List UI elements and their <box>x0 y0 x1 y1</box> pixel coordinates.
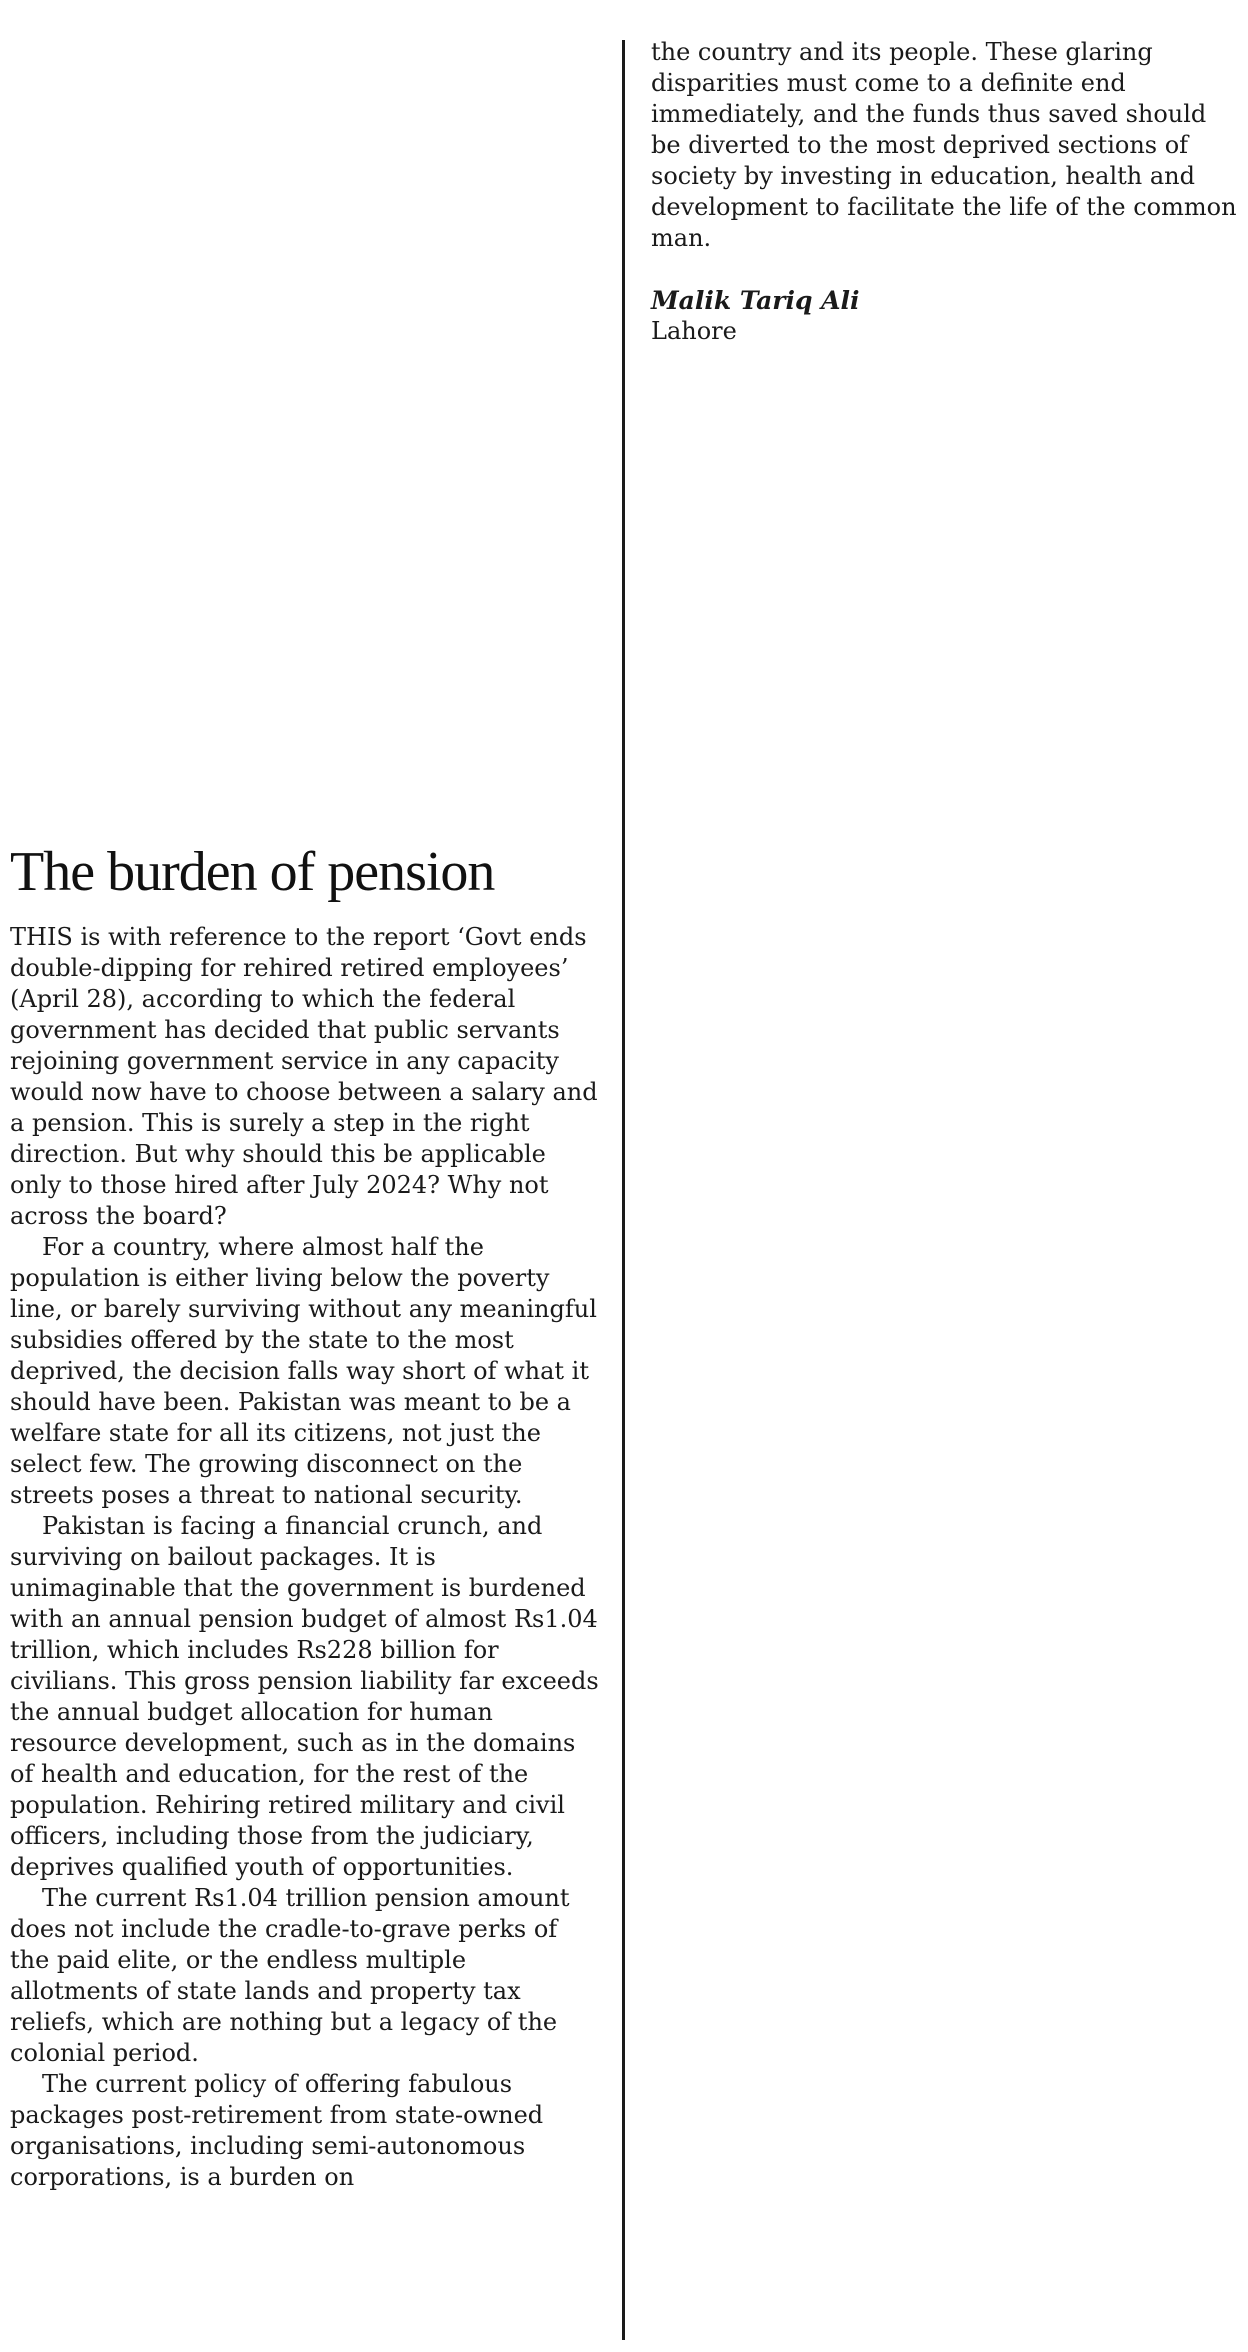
letter-article <box>10 840 600 2193</box>
right-column <box>651 37 1241 347</box>
column-divider <box>622 40 625 2340</box>
article-paragraph-3: Pakistan is facing a financial crunch, and surviving on bailout packages. It is unimaginable that the government is burdened with an annual pension budget of almost Rs1.04 trillion, which includes Rs228 billion for civilians. This gross pension liability far exceeds the annual budget allocation for human resource development, such as in the domains of health and education, for the rest of the population. Rehiring retired military and civil officers, including those from the judiciary, deprives qualified youth of opportunities. <box>10 1512 599 1881</box>
signature-name: Malik Tariq Ali <box>651 286 860 315</box>
article-headline: The burden of pension <box>10 841 495 903</box>
article-paragraph-4: The current Rs1.04 trillion pension amount does not include the cradle-to-grave perks of the paid elite, or the endless multiple allotments of state lands and property tax reliefs, which are nothing but a legacy of the colonial period. <box>10 1884 570 2067</box>
article-paragraph-2: For a country, where almost half the population is either living below the poverty line, or barely surviving without any meaningful subsidies offered by the state to the most deprived, the decision falls way short of what it should have been. Pakistan was meant to be a welfare state for all its citizens, not just the select few. The growing disconnect on the streets poses a threat to national security. <box>10 1233 597 1509</box>
letter-continuation-text: the country and its people. These glaring disparities must come to a definite end immediately, and the funds thus saved should be diverted to the most deprived sections of society by investing in education, health and development to facilitate the life of the common man. <box>651 38 1237 252</box>
article-paragraph-5: The current policy of offering fabulous packages post-retirement from state-owned organisations, including semi-autonomous corporations, is a burden on <box>10 2070 544 2191</box>
signature-city: Lahore <box>651 317 737 345</box>
article-paragraph-1: THIS is with reference to the report ‘Govt ends double-dipping for rehired retired employees’ (April 28), according to which the federal government has decided that public servants rejoining government service in any capacity would now have to choose between a salary and a pension. This is surely a step in the right direction. But why should this be applicable only to those hired after July 2024? Why not across the board? <box>10 923 598 1230</box>
